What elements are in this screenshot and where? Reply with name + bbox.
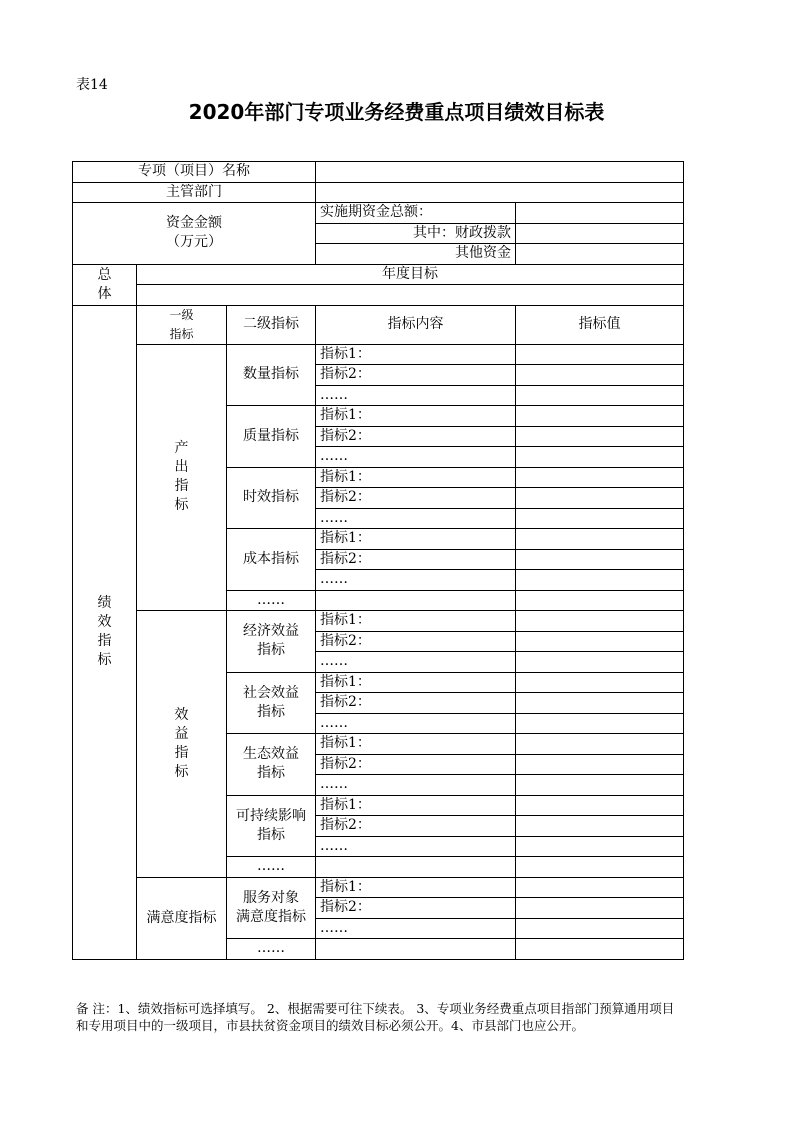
indicator-value-cell[interactable] — [516, 406, 684, 427]
indicator-value-cell[interactable] — [516, 365, 684, 386]
indicator-item[interactable]: …… — [316, 713, 516, 734]
indicator-item[interactable]: …… — [316, 836, 516, 857]
indicator-value-cell[interactable] — [516, 918, 684, 939]
indicator-item[interactable]: …… — [316, 385, 516, 406]
annual-goal-row — [73, 264, 684, 285]
indicator-item[interactable]: 指标2： — [316, 488, 516, 509]
content-header: 指标内容 — [316, 305, 516, 344]
output-more-indicator: …… — [227, 590, 316, 611]
benefit-more-indicator: …… — [227, 857, 316, 878]
indicator-value-cell[interactable] — [516, 529, 684, 550]
indicator-item[interactable]: 指标2： — [316, 754, 516, 775]
indicator-item[interactable]: 指标1： — [316, 877, 516, 898]
indicator-item[interactable]: …… — [316, 652, 516, 673]
overall-label: 总 体 — [73, 264, 137, 305]
total-funds-row — [73, 203, 684, 224]
indicator-item[interactable]: 指标1： — [316, 672, 516, 693]
indicator-item[interactable]: 指标1： — [316, 467, 516, 488]
dept-label: 主管部门 — [73, 182, 316, 203]
indicator-value-cell[interactable] — [516, 816, 684, 837]
indicator-item[interactable]: …… — [316, 775, 516, 796]
indicator-item[interactable] — [316, 590, 516, 611]
indicator-item[interactable]: 指标2： — [316, 426, 516, 447]
indicator-value-cell[interactable] — [516, 549, 684, 570]
indicator-item[interactable]: …… — [316, 918, 516, 939]
indicator-value-cell[interactable] — [516, 877, 684, 898]
service-satisfaction-indicator: 服务对象 满意度指标 — [227, 877, 316, 939]
fiscal-cell[interactable] — [516, 223, 684, 244]
indicator-value-cell[interactable] — [516, 775, 684, 796]
total-funds-cell[interactable] — [516, 203, 684, 224]
performance-indicator-label: 绩 效 指 标 — [73, 305, 137, 959]
indicator-value-cell[interactable] — [516, 508, 684, 529]
indicator-value-cell[interactable] — [516, 447, 684, 468]
indicator-value-cell[interactable] — [516, 426, 684, 447]
economic-indicator: 经济效益 指标 — [227, 611, 316, 673]
indicator-header-row — [73, 305, 684, 344]
indicator-item[interactable]: …… — [316, 570, 516, 591]
annual-goal-content-row — [73, 285, 684, 306]
cost-indicator: 成本指标 — [227, 529, 316, 591]
indicator-value-cell[interactable] — [516, 754, 684, 775]
indicator-value-cell[interactable] — [516, 734, 684, 755]
output-indicator-label: 产 出 指 标 — [137, 344, 227, 611]
quality-indicator: 质量指标 — [227, 406, 316, 468]
indicator-value-cell[interactable] — [516, 652, 684, 673]
indicator-value-cell[interactable] — [516, 631, 684, 652]
funds-label: 资金金额 （万元） — [73, 203, 316, 265]
performance-goal-table — [72, 161, 684, 960]
social-indicator: 社会效益 指标 — [227, 672, 316, 734]
indicator-value-cell[interactable] — [516, 467, 684, 488]
dept-cell[interactable] — [316, 182, 684, 203]
project-name-row — [73, 162, 684, 183]
level1-header: 一级 指标 — [137, 305, 227, 344]
indicator-value-cell[interactable] — [516, 898, 684, 919]
benefit-indicator-label: 效 益 指 标 — [137, 611, 227, 878]
indicator-item[interactable]: 指标2： — [316, 365, 516, 386]
value-header: 指标值 — [516, 305, 684, 344]
indicator-item[interactable]: 指标2： — [316, 631, 516, 652]
timeliness-indicator: 时效指标 — [227, 467, 316, 529]
level2-header: 二级指标 — [227, 305, 316, 344]
indicator-value-cell[interactable] — [516, 570, 684, 591]
sustainability-indicator: 可持续影响 指标 — [227, 795, 316, 857]
indicator-value-cell[interactable] — [516, 713, 684, 734]
indicator-value-cell[interactable] — [516, 836, 684, 857]
indicator-item[interactable] — [316, 857, 516, 878]
indicator-item[interactable]: 指标2： — [316, 693, 516, 714]
indicator-item[interactable]: 指标1： — [316, 344, 516, 365]
satisfaction-indicator-label: 满意度指标 — [137, 877, 227, 959]
indicator-value-cell[interactable] — [516, 857, 684, 878]
quantity-indicator: 数量指标 — [227, 344, 316, 406]
indicator-value-cell[interactable] — [516, 693, 684, 714]
indicator-item[interactable]: 指标1： — [316, 529, 516, 550]
indicator-value-cell[interactable] — [516, 590, 684, 611]
indicator-item[interactable]: 指标1： — [316, 795, 516, 816]
indicator-item[interactable] — [316, 939, 516, 960]
satisfaction-more-indicator: …… — [227, 939, 316, 960]
indicator-item[interactable]: 指标1： — [316, 406, 516, 427]
indicator-value-cell[interactable] — [516, 344, 684, 365]
indicator-item[interactable]: 指标1： — [316, 611, 516, 632]
indicator-item[interactable]: 指标2： — [316, 549, 516, 570]
document-title: 2020年部门专项业务经费重点项目绩效目标表 — [188, 100, 605, 124]
other-funds-label: 其他资金 — [316, 244, 516, 265]
table-number: 表14 — [76, 77, 108, 93]
indicator-value-cell[interactable] — [516, 672, 684, 693]
fiscal-label: 其中：财政拨款 — [316, 223, 516, 244]
indicator-value-cell[interactable] — [516, 488, 684, 509]
footnote: 备 注：1、绩效指标可选择填写。 2、根据需要可往下续表。 3、专项业务经费重点项目指部门预算通用项目和专用项目中的一级项目，市县扶贫资金项目的绩效目标必须公开。4、市县部门也应公开。 — [76, 1001, 675, 1033]
indicator-item[interactable]: 指标2： — [316, 898, 516, 919]
indicator-item[interactable]: 指标1： — [316, 734, 516, 755]
project-name-label: 专项（项目）名称 — [73, 162, 316, 183]
indicator-item[interactable]: …… — [316, 447, 516, 468]
project-name-cell[interactable] — [316, 162, 684, 183]
indicator-value-cell[interactable] — [516, 611, 684, 632]
indicator-value-cell[interactable] — [516, 795, 684, 816]
indicator-item[interactable]: …… — [316, 508, 516, 529]
total-funds-label: 实施期资金总额： — [316, 203, 516, 224]
indicator-item[interactable]: 指标2： — [316, 816, 516, 837]
ecological-indicator: 生态效益 指标 — [227, 734, 316, 796]
other-funds-cell[interactable] — [516, 244, 684, 265]
indicator-value-cell[interactable] — [516, 939, 684, 960]
annual-goal-cell[interactable] — [137, 285, 684, 306]
dept-row — [73, 182, 684, 203]
annual-goal-label: 年度目标 — [137, 264, 684, 285]
indicator-value-cell[interactable] — [516, 385, 684, 406]
